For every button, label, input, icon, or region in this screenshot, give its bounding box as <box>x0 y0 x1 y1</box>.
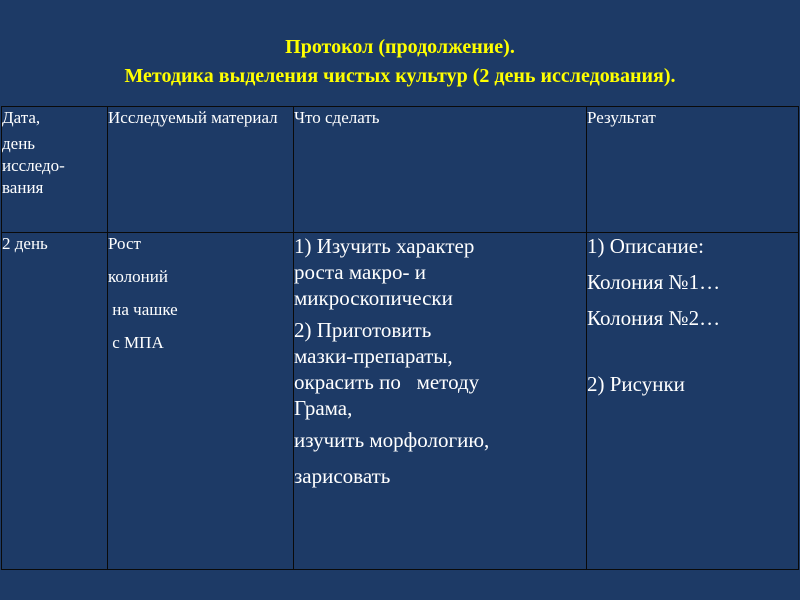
todo-line: окрасить по методу <box>294 370 480 394</box>
header-date-line: Дата, <box>2 108 41 127</box>
cell-result <box>587 233 799 570</box>
material-line: колоний <box>108 267 168 286</box>
result-colony-2: Колония №2… <box>587 306 721 330</box>
cell-material <box>108 233 294 570</box>
todo-step-4 <box>294 463 586 489</box>
table-row <box>2 233 799 570</box>
todo-step-1 <box>294 233 586 311</box>
header-todo: Что сделать <box>294 107 587 233</box>
todo-line: Грама, <box>294 396 353 420</box>
todo-line: микроскопически <box>294 286 453 310</box>
header-date-line: исследо- <box>2 156 65 175</box>
todo-line: 2) Приготовить <box>294 318 432 342</box>
header-material: Исследуемый материал <box>108 107 294 233</box>
result-description: 1) Описание: <box>587 234 704 258</box>
title-line-1: Протокол (продолжение). <box>285 36 515 58</box>
material-line: на чашке <box>108 300 178 319</box>
todo-line: 1) Изучить характер <box>294 234 475 258</box>
material-line: Рост <box>108 234 141 253</box>
cell-todo <box>294 233 587 570</box>
header-date <box>2 107 108 233</box>
table-header-row <box>2 107 799 233</box>
todo-line: зарисовать <box>294 464 391 488</box>
header-date-line: вания <box>2 178 44 197</box>
spacer <box>587 341 798 371</box>
todo-line: роста макро- и <box>294 260 426 284</box>
title-line-2: Методика выделения чистых культур (2 день исследования). <box>124 65 676 87</box>
protocol-table <box>1 106 799 570</box>
material-line: с МПА <box>108 333 164 352</box>
cell-date-text: 2 день <box>2 234 48 253</box>
todo-line: мазки-препараты, <box>294 344 453 368</box>
header-date-line: день <box>2 134 36 153</box>
slide-title <box>0 33 800 91</box>
result-colony-1: Колония №1… <box>587 270 721 294</box>
todo-line: изучить морфологию, <box>294 428 490 452</box>
todo-step-3 <box>294 427 586 453</box>
result-drawings: 2) Рисунки <box>587 372 685 396</box>
header-result: Результат <box>587 107 799 233</box>
cell-date <box>2 233 108 570</box>
todo-step-2 <box>294 317 586 421</box>
